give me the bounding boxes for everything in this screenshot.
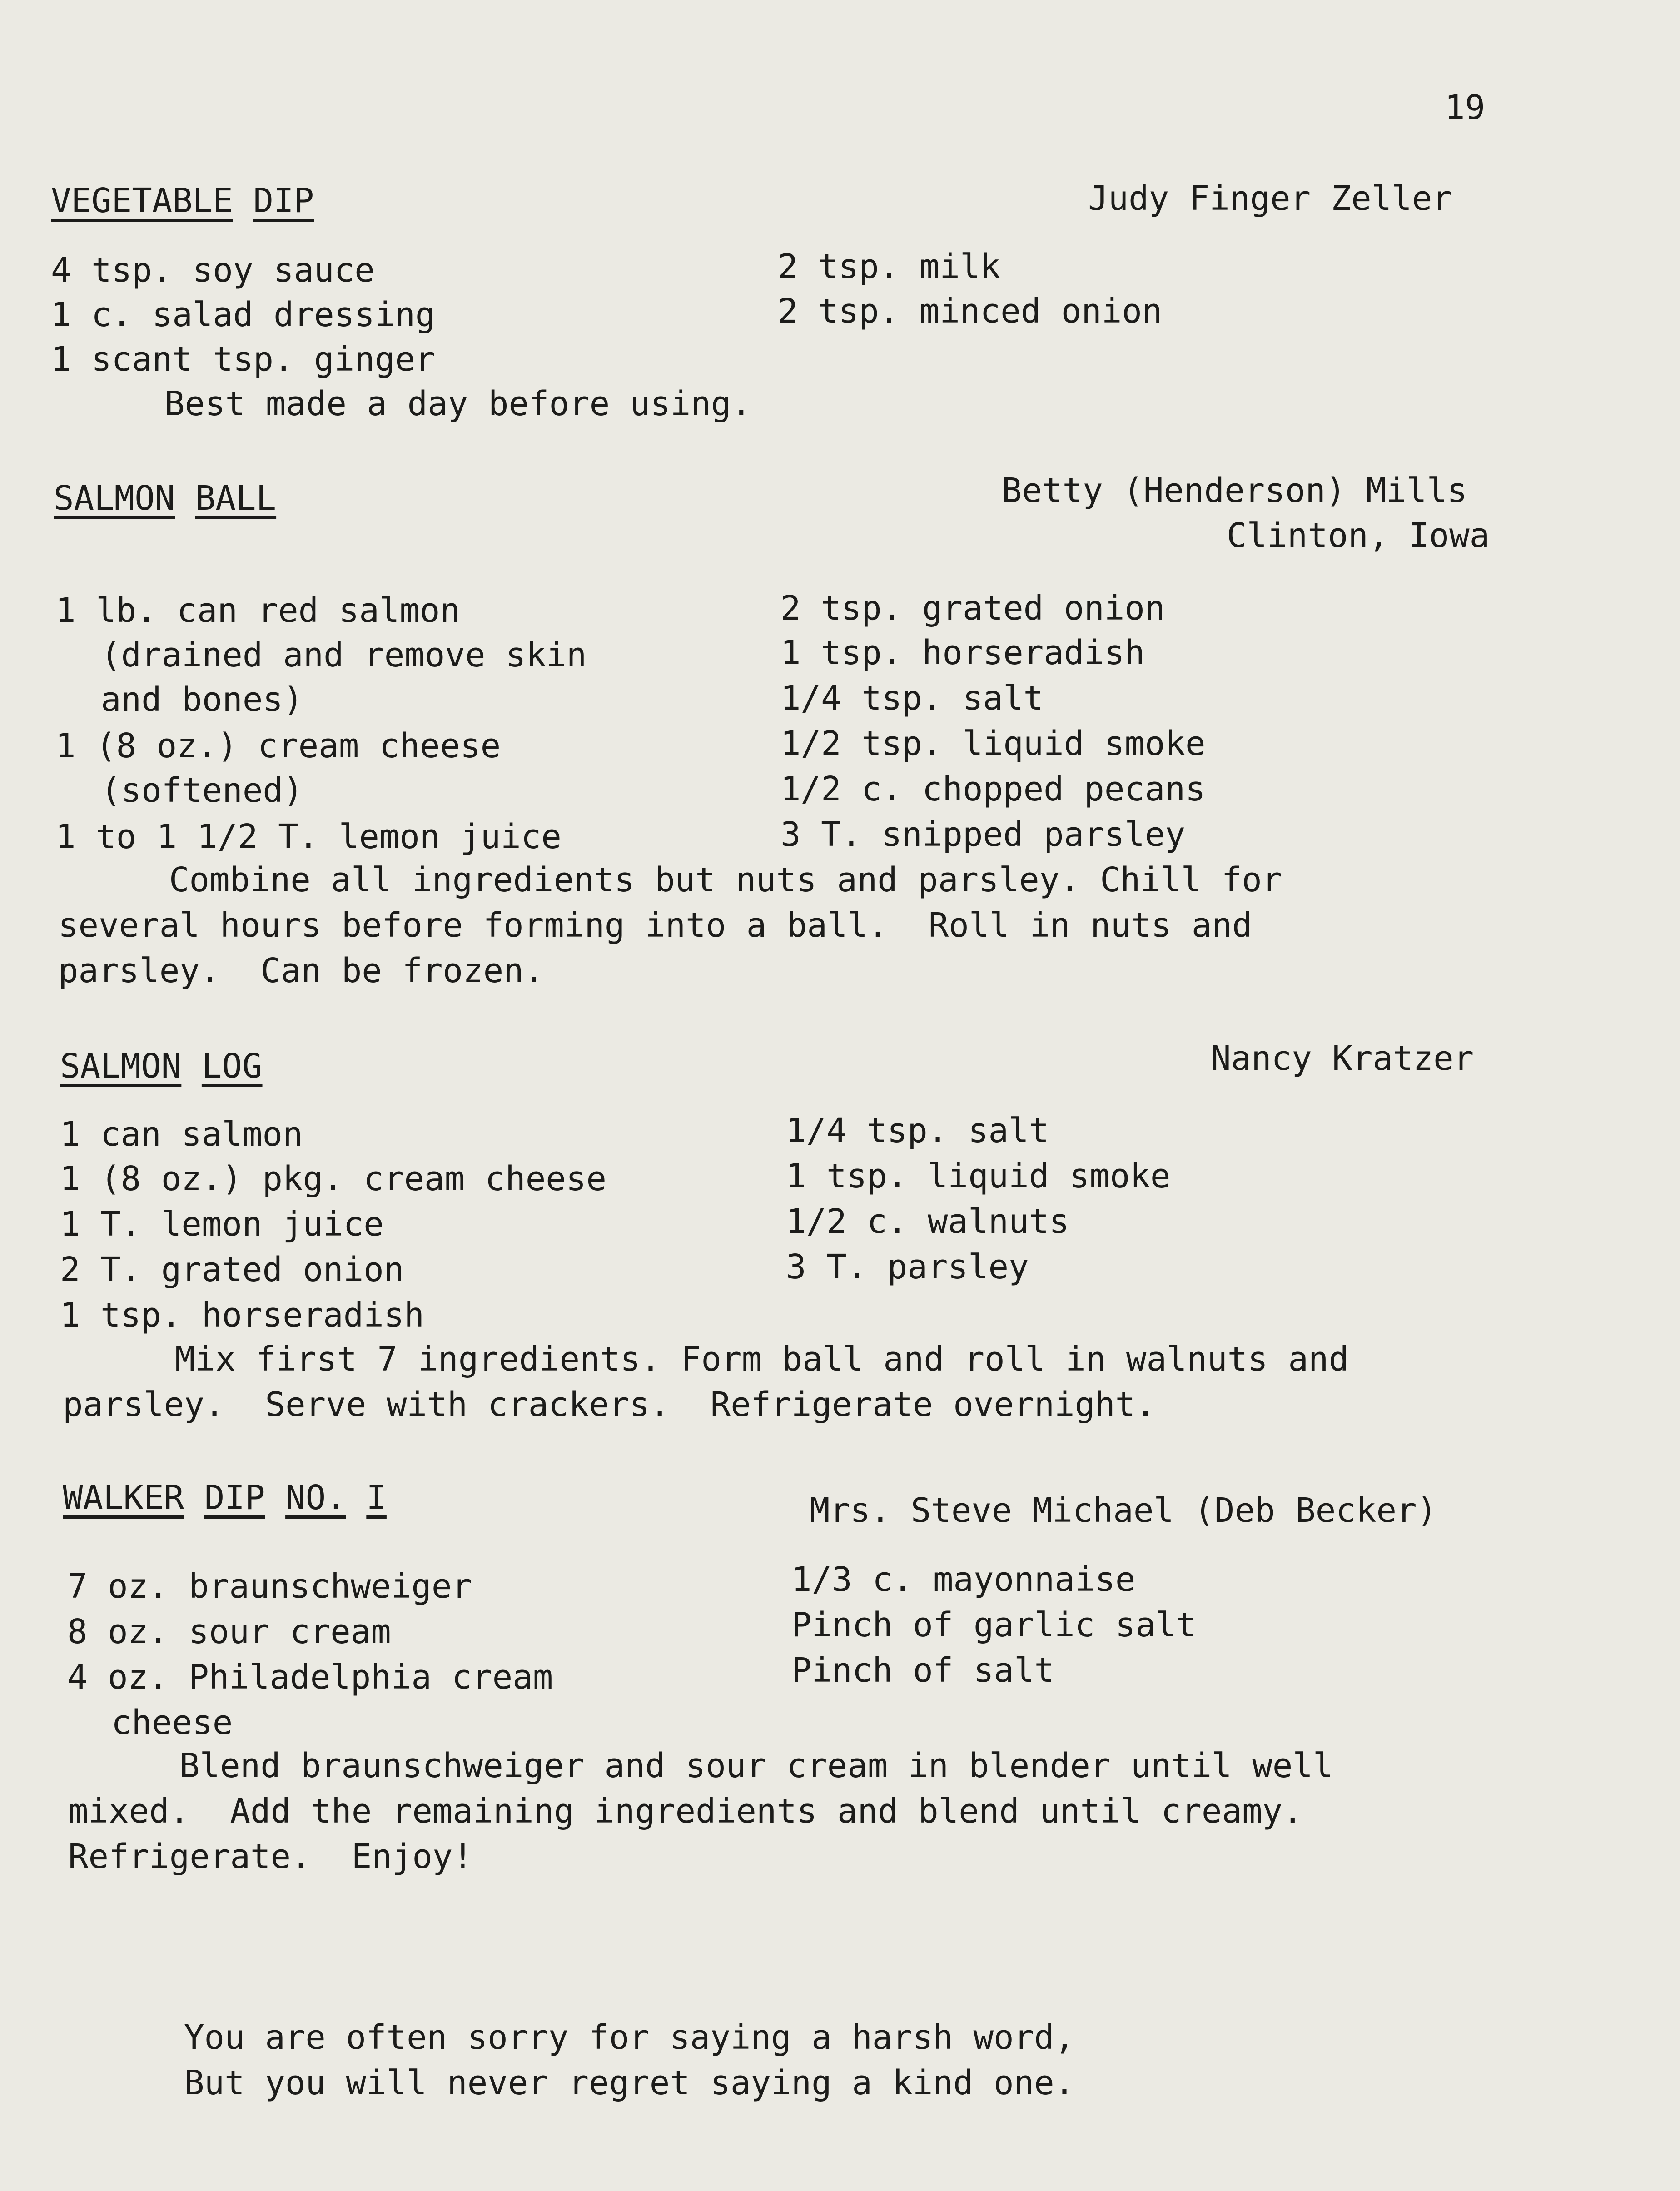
ingredient: 1/2 c. chopped pecans	[780, 770, 1206, 809]
ingredient: and bones)	[101, 680, 303, 719]
contributor: Mrs. Steve Michael (Deb Becker)	[810, 1491, 1437, 1530]
recipe-note: Best made a day before using.	[164, 384, 752, 423]
ingredient: 1 tsp. horseradish	[780, 633, 1145, 672]
directions-line: Mix first 7 ingredients. Form ball and roll in walnuts and	[175, 1340, 1349, 1379]
directions-line: Blend braunschweiger and sour cream in blender until well	[179, 1746, 1333, 1785]
directions-line: mixed. Add the remaining ingredients and blend until creamy.	[68, 1792, 1303, 1831]
ingredient: 1 can salmon	[60, 1115, 303, 1154]
ingredient: cheese	[111, 1703, 233, 1742]
quote-line: You are often sorry for saying a harsh word,	[184, 2018, 1075, 2057]
recipe-title: SALMON LOG	[60, 1047, 263, 1086]
ingredient: 1 (8 oz.) pkg. cream cheese	[60, 1159, 606, 1198]
ingredient: 3 T. parsley	[786, 1247, 1029, 1287]
ingredient: 8 oz. sour cream	[67, 1612, 391, 1651]
contributor-location: Clinton, Iowa	[1227, 516, 1490, 555]
directions-line: Refrigerate. Enjoy!	[68, 1837, 473, 1876]
ingredient: Pinch of garlic salt	[791, 1605, 1197, 1644]
contributor: Judy Finger Zeller	[1088, 179, 1452, 218]
quote-line: But you will never regret saying a kind one.	[184, 2063, 1075, 2102]
recipe-title: WALKER DIP NO. I	[63, 1478, 387, 1517]
ingredient: 1 tsp. liquid smoke	[786, 1157, 1171, 1196]
ingredient: 1 lb. can red salmon	[55, 591, 461, 630]
ingredient: 1/4 tsp. salt	[780, 679, 1044, 718]
ingredient: 1/2 c. walnuts	[786, 1202, 1069, 1241]
ingredient: (softened)	[101, 771, 303, 810]
directions-line: Combine all ingredients but nuts and parsley. Chill for	[169, 860, 1282, 899]
page-number: 19	[1445, 88, 1486, 127]
directions-line: parsley. Serve with crackers. Refrigerate overnight.	[63, 1385, 1156, 1424]
ingredient: 2 tsp. grated onion	[780, 589, 1165, 628]
ingredient: 7 oz. braunschweiger	[67, 1567, 472, 1606]
ingredient: 1 (8 oz.) cream cheese	[55, 726, 501, 765]
recipe-title: SALMON BALL	[54, 479, 277, 518]
directions-line: parsley. Can be frozen.	[58, 951, 544, 990]
ingredient: 1/2 tsp. liquid smoke	[780, 724, 1206, 763]
ingredient: 1 tsp. horseradish	[60, 1296, 424, 1335]
ingredient: 1 T. lemon juice	[60, 1205, 384, 1244]
ingredient: 4 oz. Philadelphia cream	[67, 1658, 553, 1697]
ingredient: 2 tsp. minced onion	[778, 292, 1163, 331]
recipe-title: VEGETABLE DIP	[51, 181, 314, 220]
ingredient: 1 to 1 1/2 T. lemon juice	[55, 817, 562, 856]
ingredient: 1/3 c. mayonnaise	[791, 1560, 1136, 1599]
ingredient: Pinch of salt	[791, 1651, 1055, 1690]
ingredient: 1 scant tsp. ginger	[51, 340, 436, 379]
ingredient: (drained and remove skin	[101, 636, 587, 675]
ingredient: 4 tsp. soy sauce	[51, 251, 375, 290]
contributor: Nancy Kratzer	[1211, 1039, 1474, 1078]
ingredient: 3 T. snipped parsley	[780, 815, 1186, 854]
ingredient: 1/4 tsp. salt	[786, 1111, 1049, 1150]
ingredient: 2 tsp. milk	[778, 247, 1001, 286]
ingredient: 1 c. salad dressing	[51, 295, 436, 334]
directions-line: several hours before forming into a ball. Roll in nuts and	[58, 906, 1253, 945]
ingredient: 2 T. grated onion	[60, 1250, 404, 1289]
contributor: Betty (Henderson) Mills	[1002, 471, 1467, 510]
